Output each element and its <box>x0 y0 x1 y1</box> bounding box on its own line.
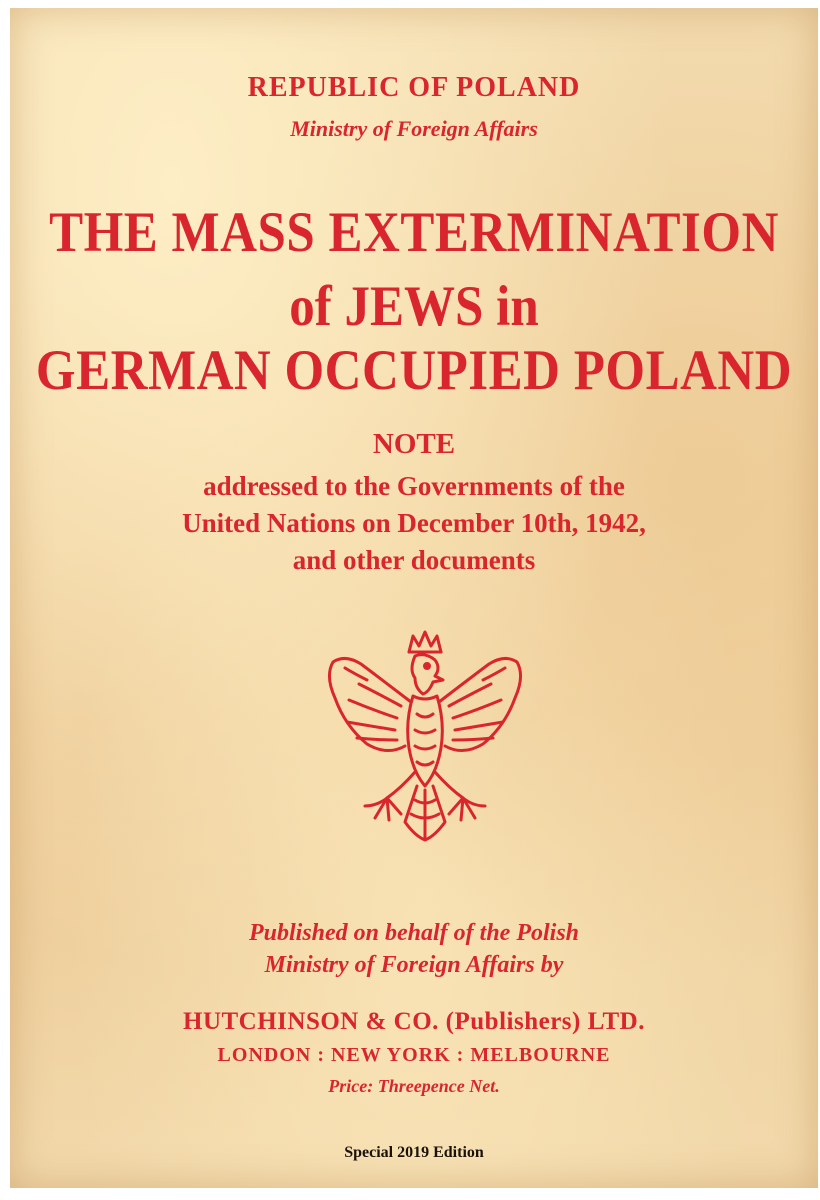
published-line-1: Published on behalf of the Polish <box>248 920 580 946</box>
note-line-2: United Nations on December 10th, 1942, <box>182 508 646 538</box>
polish-eagle-icon <box>305 622 545 862</box>
edition-label: Special 2019 Edition <box>344 1144 484 1161</box>
note-line-3: and other documents <box>292 545 536 575</box>
title-line-1: THE MASS EXTERMINATION <box>49 201 779 265</box>
note-line-1: addressed to the Governments of the <box>203 471 625 501</box>
ministry-subheading: Ministry of Foreign Affairs <box>290 116 538 141</box>
note-heading: NOTE <box>372 428 456 460</box>
title-line-2: of JEWS in <box>289 275 539 339</box>
price-line: Price: Threepence Net. <box>328 1076 500 1096</box>
eagle-emblem-graphic <box>305 622 545 862</box>
publisher-name: HUTCHINSON & CO. (Publishers) LTD. <box>183 1008 645 1035</box>
republic-heading: REPUBLIC OF POLAND <box>247 72 581 103</box>
book-cover <box>10 8 818 1188</box>
publisher-cities: LONDON : NEW YORK : MELBOURNE <box>217 1044 611 1066</box>
title-line-3: GERMAN OCCUPIED POLAND <box>35 339 793 403</box>
published-line-2: Ministry of Foreign Affairs by <box>264 952 564 978</box>
